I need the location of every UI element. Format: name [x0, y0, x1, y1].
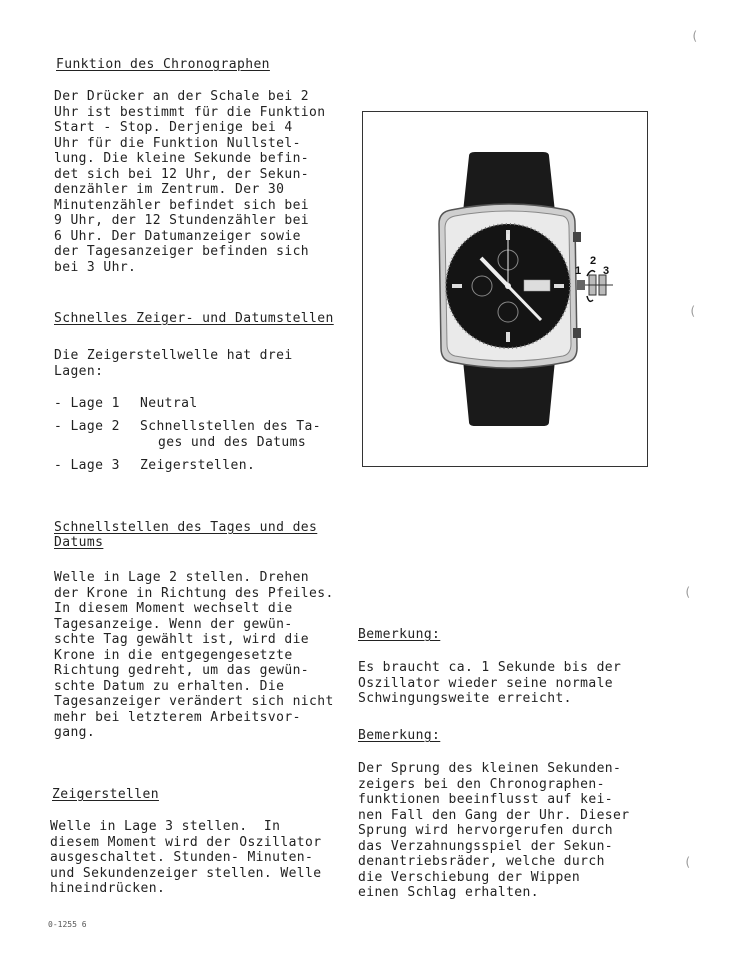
text-line: denantriebsräder, welche durch	[358, 854, 605, 869]
text-line: mehr bei letzterem Arbeitsvor-	[54, 709, 301, 725]
text-line: 9 Uhr, der 12 Stundenzähler bei	[54, 213, 310, 228]
text-line: lung. Die kleine Sekunde befin-	[54, 151, 310, 166]
lage-1-text: Neutral	[140, 396, 198, 411]
text-line: schte Tag gewählt ist, wird die	[54, 632, 310, 647]
marker-3	[554, 284, 564, 288]
heading-remark-2: Bemerkung:	[358, 728, 441, 743]
paragraph-day-date-setting	[54, 570, 334, 741]
paragraph-remark-1	[358, 660, 621, 707]
text-line: Der Sprung des kleinen Sekunden-	[358, 761, 622, 776]
scan-mark: (	[684, 585, 692, 599]
text-line: nen Fall den Gang der Uhr. Dieser	[358, 807, 630, 823]
text-line: der Tagesanzeiger befinden sich	[54, 244, 310, 259]
text-line: Uhr für die Funktion Nullstel-	[54, 135, 301, 151]
heading-quick-setting: Schnelles Zeiger- und Datumstellen	[54, 311, 334, 326]
lage-3-text: Zeigerstellen.	[140, 458, 256, 473]
text-line: Krone in die entgegengesetzte	[54, 647, 293, 663]
text-line: Tagesanzeiger verändert sich nicht	[54, 694, 334, 709]
text-line: einen Schlag erhalten.	[358, 885, 539, 900]
lage-2-text-cont: ges und des Datums	[158, 435, 307, 450]
text-line: Uhr ist bestimmt für die Funktion	[54, 104, 326, 120]
lage-3-label: - Lage 3	[54, 458, 120, 473]
pusher-bottom	[573, 328, 581, 338]
watch-illustration	[363, 112, 647, 466]
marker-6	[506, 332, 510, 342]
crown-label-3: 3	[603, 265, 610, 277]
crown-stem	[577, 280, 585, 290]
heading-day-date-setting: Schnellstellen des Tages und des	[54, 520, 318, 535]
text-line: Start - Stop. Derjenige bei 4	[54, 120, 293, 135]
text-line: funktionen beeinflusst auf kei-	[358, 792, 614, 807]
text-line: In diesem Moment wechselt die	[54, 601, 293, 616]
paragraph-stem-positions	[54, 348, 293, 379]
text-line: gang.	[54, 725, 96, 740]
watch-figure	[362, 111, 648, 467]
day-date-window	[524, 280, 550, 291]
text-line: Minutenzähler befindet sich bei	[54, 197, 310, 213]
text-line: Schwingungsweite erreicht.	[358, 691, 572, 706]
paragraph-remark-2	[358, 761, 629, 901]
strap-top	[463, 152, 555, 212]
scan-mark: (	[689, 304, 697, 318]
text-line: Sprung wird hervorgerufen durch	[358, 823, 614, 838]
text-line: die Verschiebung der Wippen	[358, 869, 581, 885]
text-line: hineindrücken.	[50, 881, 166, 896]
text-line: Oszillator wieder seine normale	[358, 675, 614, 691]
scan-mark: (	[684, 855, 692, 869]
heading-day-date-setting-cont: Datums	[54, 535, 104, 550]
strap-bottom	[463, 360, 555, 426]
text-line: Lagen:	[54, 363, 104, 379]
text-line: ausgeschaltet. Stunden- Minuten-	[50, 850, 314, 865]
hand-pivot	[505, 283, 511, 289]
text-line: zeigers bei den Chronographen-	[358, 776, 605, 792]
text-line: denzähler im Zentrum. Der 30	[54, 182, 285, 197]
paragraph-hand-setting	[50, 819, 321, 897]
lage-2-label: - Lage 2	[54, 419, 120, 434]
heading-chronograph-function: Funktion des Chronographen	[56, 57, 270, 72]
pusher-top	[573, 232, 581, 242]
marker-9	[452, 284, 462, 288]
lage-1-label: - Lage 1	[54, 396, 120, 411]
crown-label-1: 1	[575, 265, 582, 277]
text-line: 6 Uhr. Der Datumanzeiger sowie	[54, 228, 301, 244]
text-line: das Verzahnungsspiel der Sekun-	[358, 838, 614, 854]
text-line: diesem Moment wird der Oszillator	[50, 834, 322, 850]
text-line: Es braucht ca. 1 Sekunde bis der	[358, 660, 622, 675]
text-line: Welle in Lage 3 stellen. In	[50, 819, 281, 834]
text-line: Welle in Lage 2 stellen. Drehen	[54, 570, 310, 585]
text-line: und Sekundenzeiger stellen. Welle	[50, 865, 322, 881]
heading-remark-1: Bemerkung:	[358, 627, 441, 642]
text-line: Der Drücker an der Schale bei 2	[54, 89, 310, 104]
scan-mark: (	[691, 29, 699, 43]
text-line: Die Zeigerstellwelle hat drei	[54, 348, 293, 363]
crown-label-2: 2	[590, 255, 597, 267]
return-arrow-icon	[587, 296, 593, 301]
paragraph-chronograph-function	[54, 89, 325, 275]
document-code: 0-1255 6	[48, 920, 87, 929]
text-line: der Krone in Richtung des Pfeiles.	[54, 585, 334, 601]
text-line: bei 3 Uhr.	[54, 259, 137, 275]
text-line: schte Datum zu erhalten. Die	[54, 678, 285, 694]
heading-hand-setting: Zeigerstellen	[52, 787, 159, 802]
text-line: Richtung gedreht, um das gewün-	[54, 663, 310, 678]
lage-2-text: Schnellstellen des Ta-	[140, 419, 321, 434]
text-line: Tagesanzeige. Wenn der gewün-	[54, 616, 293, 632]
text-line: det sich bei 12 Uhr, der Sekun-	[54, 166, 310, 182]
